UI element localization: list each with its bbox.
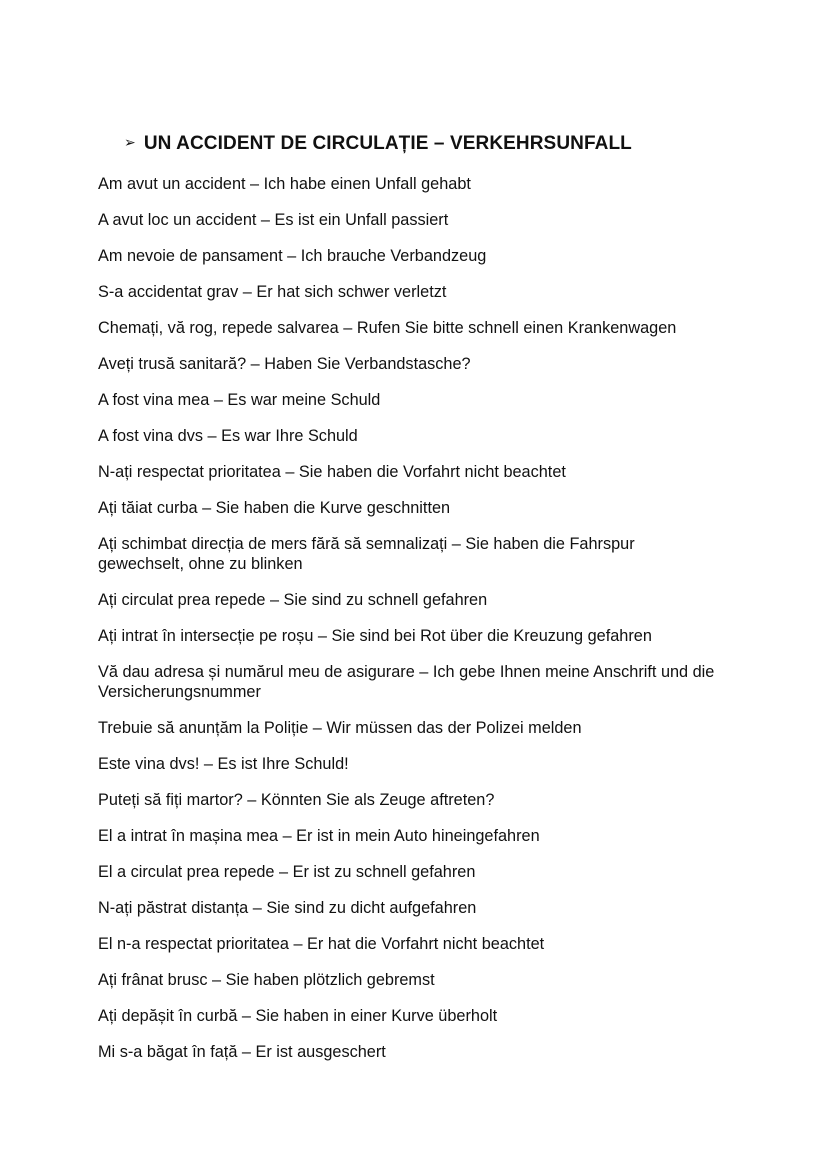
phrase-item: Este vina dvs! – Es ist Ihre Schuld! xyxy=(98,755,349,773)
phrase-item: A avut loc un accident – Es ist ein Unfall passiert xyxy=(98,211,449,229)
phrase-item: A fost vina dvs – Es war Ihre Schuld xyxy=(98,427,358,445)
phrase-item: Ați intrat în intersecție pe roșu – Sie sind bei Rot über die Kreuzung gefahren xyxy=(98,627,652,645)
phrase-item: Puteți să fiți martor? – Könnten Sie als Zeuge aftreten? xyxy=(98,791,495,809)
phrase-item: El a circulat prea repede – Er ist zu schnell gefahren xyxy=(98,863,476,881)
phrase-item: Mi s-a băgat în față – Er ist ausgeschert xyxy=(98,1043,386,1061)
phrase-item: Trebuie să anunțăm la Poliție – Wir müssen das der Polizei melden xyxy=(98,719,582,737)
phrase-item: Ați frânat brusc – Sie haben plötzlich gebremst xyxy=(98,971,435,989)
phrase-list xyxy=(98,174,718,1078)
phrase-item: Ați circulat prea repede – Sie sind zu schnell gefahren xyxy=(98,591,488,609)
phrase-item: S-a accidentat grav – Er hat sich schwer verletzt xyxy=(98,283,447,301)
phrase-item: N-ați păstrat distanța – Sie sind zu dicht aufgefahren xyxy=(98,899,477,917)
phrase-item: Am nevoie de pansament – Ich brauche Verbandzeug xyxy=(98,247,487,265)
phrase-item: El n-a respectat prioritatea – Er hat die Vorfahrt nicht beachtet xyxy=(98,935,545,953)
phrase-item: N-ați respectat prioritatea – Sie haben die Vorfahrt nicht beachtet xyxy=(98,463,566,481)
page-title xyxy=(124,133,632,155)
phrase-item: Ați schimbat direcția de mers fără să semnalizați – Sie haben die Fahrspur gewechselt, ohne zu blinken xyxy=(98,535,635,573)
phrase-item: Ați tăiat curba – Sie haben die Kurve geschnitten xyxy=(98,499,451,517)
phrase-item: Chemați, vă rog, repede salvarea – Rufen Sie bitte schnell einen Krankenwagen xyxy=(98,319,677,337)
phrase-item: A fost vina mea – Es war meine Schuld xyxy=(98,391,381,409)
phrase-item: Am avut un accident – Ich habe einen Unfall gehabt xyxy=(98,175,471,193)
phrase-item: Vă dau adresa și numărul meu de asigurare – Ich gebe Ihnen meine Anschrift und die Versicherungsnummer xyxy=(98,663,715,701)
arrowhead-bullet-icon: ➢ xyxy=(124,134,136,150)
page-title-text: UN ACCIDENT DE CIRCULAȚIE – VERKEHRSUNFALL xyxy=(143,133,632,154)
phrase-item: Ați depășit în curbă – Sie haben in einer Kurve überholt xyxy=(98,1007,498,1025)
phrase-item: Aveți trusă sanitară? – Haben Sie Verbandstasche? xyxy=(98,355,471,373)
phrase-item: El a intrat în mașina mea – Er ist in mein Auto hineingefahren xyxy=(98,827,540,845)
